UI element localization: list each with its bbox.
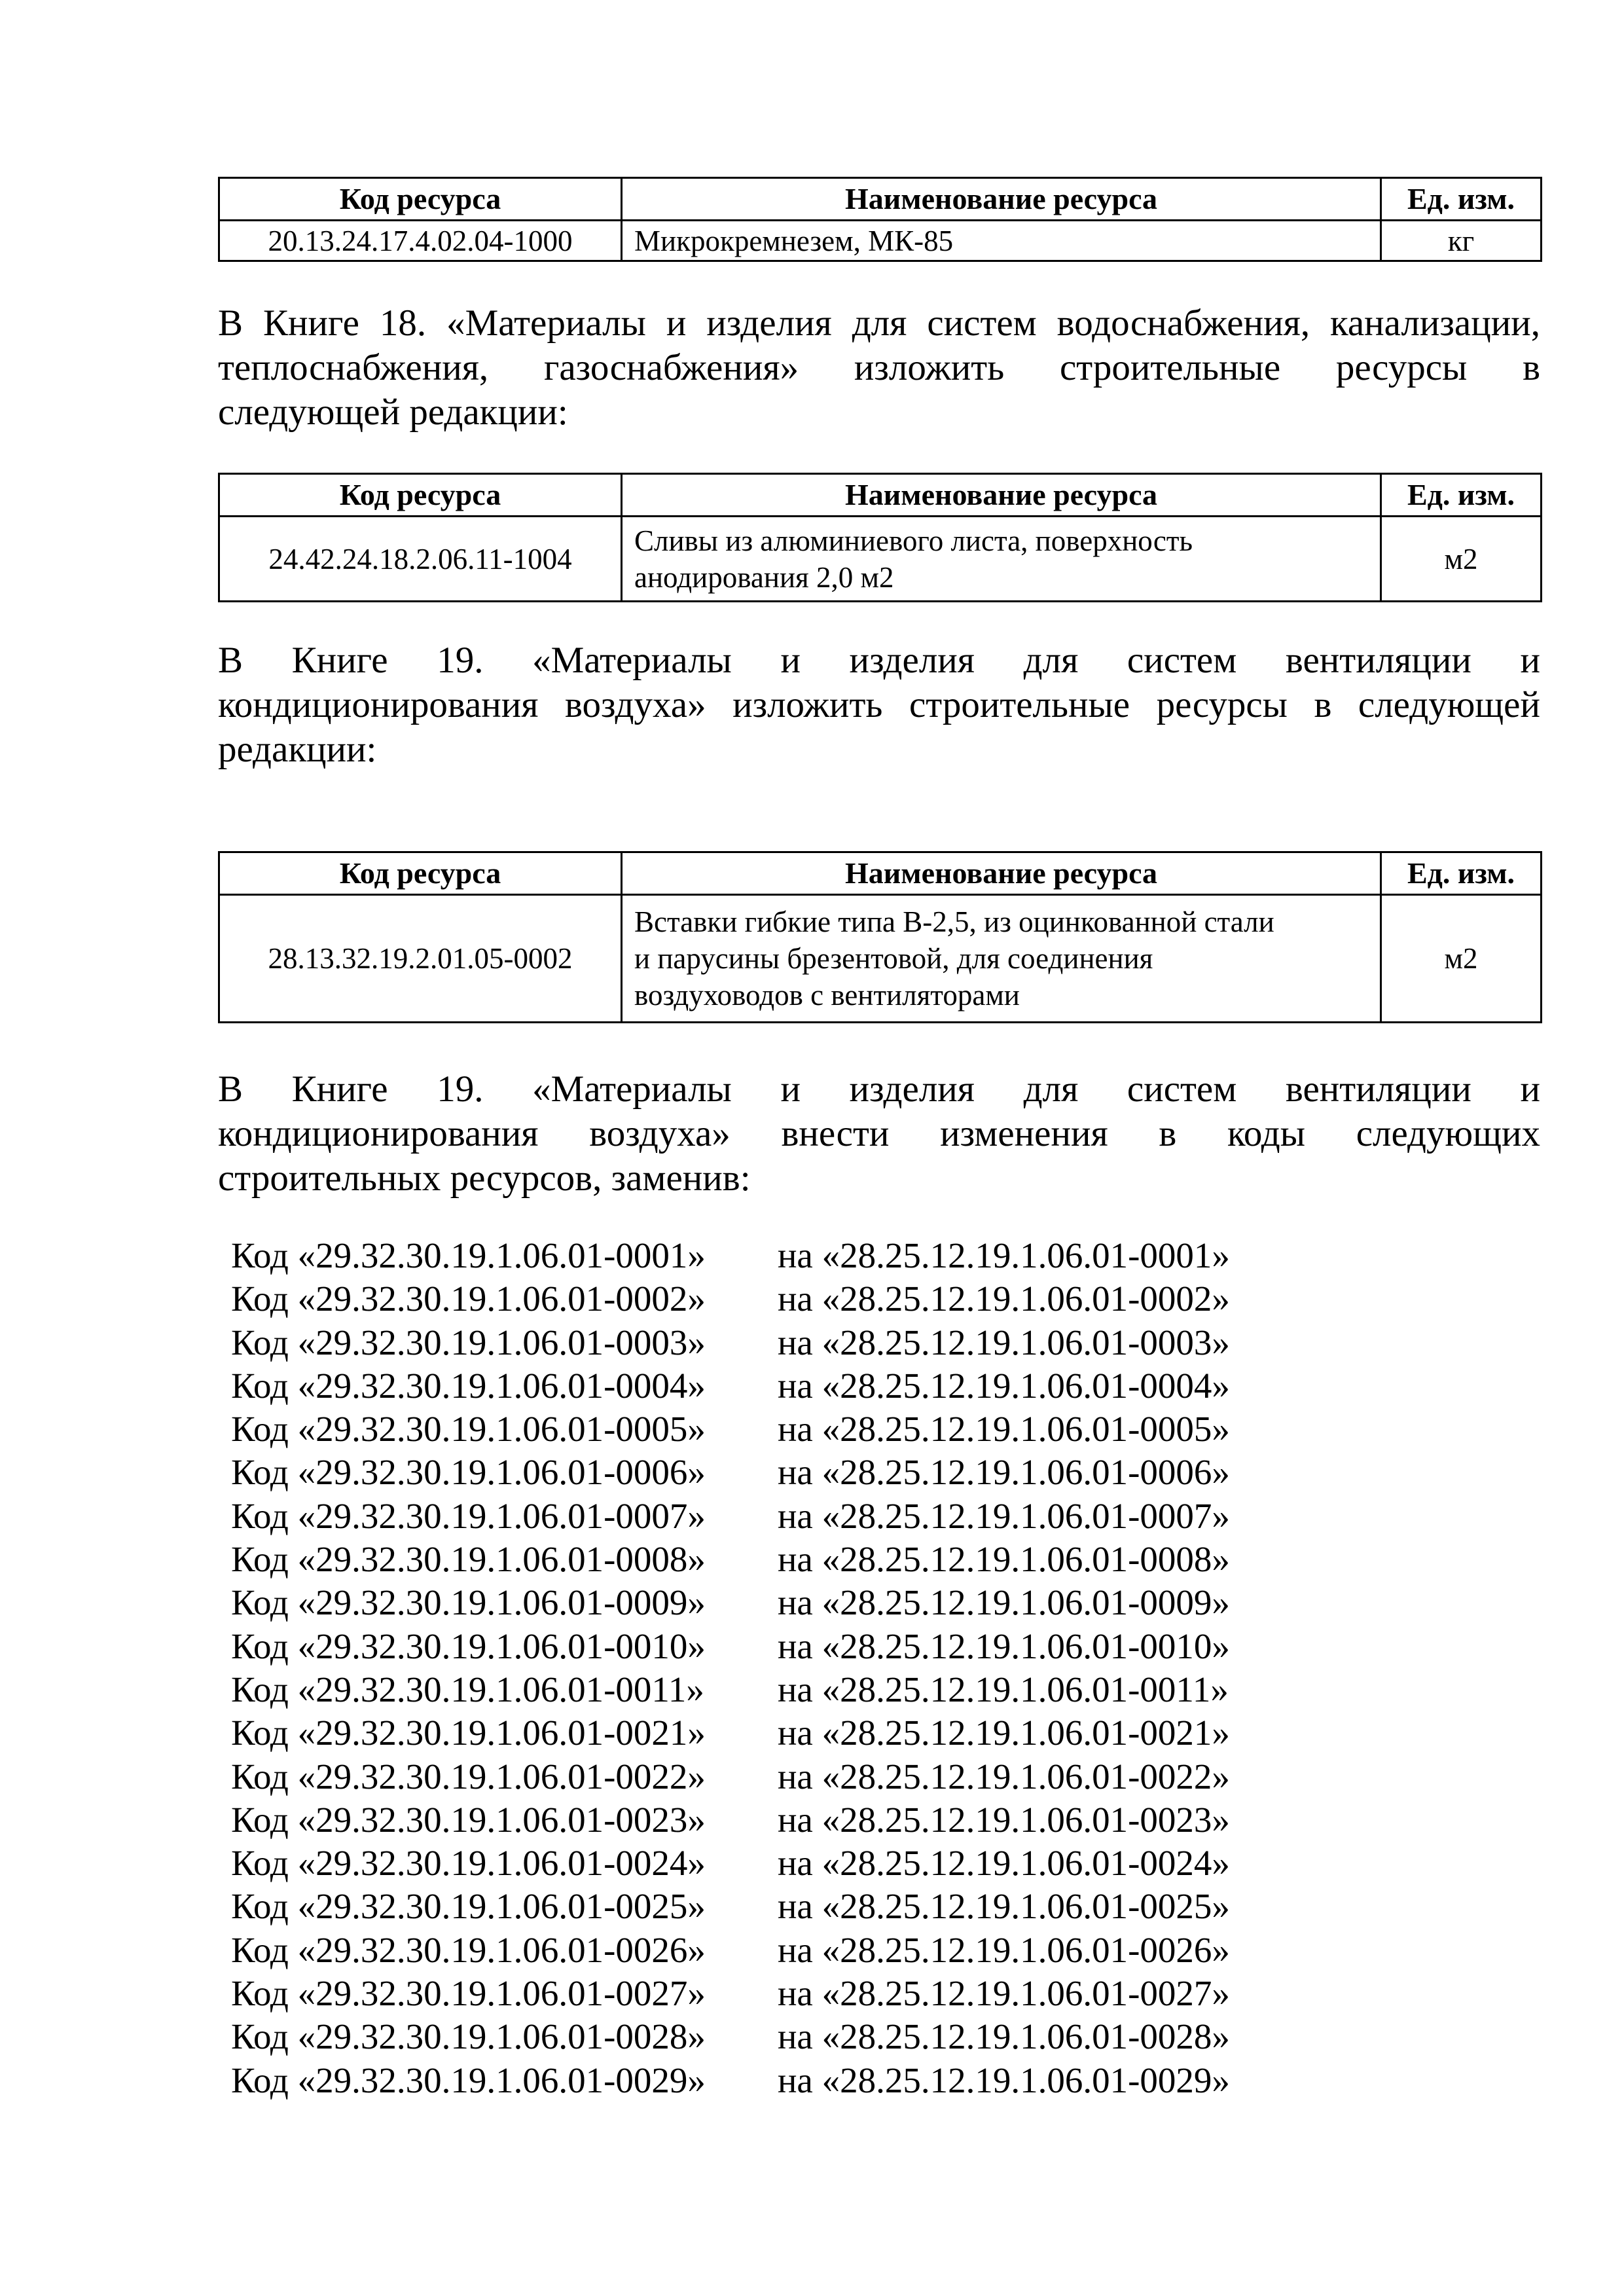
paragraph-book-19-codes (218, 1067, 1540, 1201)
old-code: Код «29.32.30.19.1.06.01-0024» (231, 1843, 706, 1884)
resource-table-2 (218, 473, 1542, 602)
old-code: Код «29.32.30.19.1.06.01-0027» (231, 1973, 706, 2014)
list-item (231, 1364, 1230, 1408)
old-code: Код «29.32.30.19.1.06.01-0026» (231, 1929, 706, 1970)
resource-name (622, 895, 1381, 1023)
new-code: на «28.25.12.19.1.06.01-0027» (778, 1973, 1230, 2014)
old-code: Код «29.32.30.19.1.06.01-0010» (231, 1626, 706, 1666)
paragraph-line: строительных ресурсов, заменив: (218, 1157, 751, 1199)
old-code: Код «29.32.30.19.1.06.01-0009» (231, 1582, 706, 1623)
list-item (231, 1798, 1230, 1842)
new-code: на «28.25.12.19.1.06.01-0029» (778, 2060, 1230, 2100)
old-code: Код «29.32.30.19.1.06.01-0028» (231, 2016, 706, 2057)
old-code: Код «29.32.30.19.1.06.01-0008» (231, 1539, 706, 1580)
header-code: Код ресурса (219, 474, 622, 517)
list-item (231, 1711, 1230, 1755)
header-unit: Ед. изм. (1381, 852, 1542, 895)
new-code: на «28.25.12.19.1.06.01-0023» (778, 1799, 1230, 1840)
new-code: на «28.25.12.19.1.06.01-0004» (778, 1365, 1230, 1406)
paragraph-line: редакции: (218, 729, 377, 770)
list-item (231, 1321, 1230, 1364)
table-header-row (219, 852, 1542, 895)
table-header-row (219, 178, 1542, 221)
resource-name-line: анодирования 2,0 м2 (634, 560, 894, 594)
paragraph-line: В Книге 19. «Материалы и изделия для систем вентиляции и (218, 640, 1540, 681)
list-item (231, 1277, 1230, 1321)
old-code: Код «29.32.30.19.1.06.01-0002» (231, 1279, 706, 1319)
paragraph-line: следующей редакции: (218, 392, 568, 433)
new-code: на «28.25.12.19.1.06.01-0025» (778, 1886, 1230, 1927)
resource-code: 28.13.32.19.2.01.05-0002 (219, 895, 622, 1023)
old-code: Код «29.32.30.19.1.06.01-0006» (231, 1452, 706, 1493)
resource-name: Микрокремнезем, МК-85 (622, 221, 1381, 261)
old-code: Код «29.32.30.19.1.06.01-0011» (231, 1669, 704, 1709)
list-item (231, 1495, 1230, 1538)
new-code: на «28.25.12.19.1.06.01-0021» (778, 1713, 1230, 1753)
resource-name-line: и парусины брезентовой, для соединения (634, 942, 1153, 975)
list-item (231, 1625, 1230, 1668)
table-header-row (219, 474, 1542, 517)
code-change-list (231, 1234, 1230, 2102)
old-code: Код «29.32.30.19.1.06.01-0022» (231, 1756, 706, 1796)
old-code: Код «29.32.30.19.1.06.01-0029» (231, 2060, 706, 2100)
list-item (231, 1581, 1230, 1624)
paragraph-line: кондиционирования воздуха» изложить строительные ресурсы в следующей (218, 684, 1540, 725)
new-code: на «28.25.12.19.1.06.01-0007» (778, 1495, 1230, 1536)
list-item (231, 2059, 1230, 2102)
resource-unit: м2 (1381, 517, 1542, 602)
list-item (231, 1755, 1230, 1798)
old-code: Код «29.32.30.19.1.06.01-0025» (231, 1886, 706, 1927)
table-row (219, 517, 1542, 602)
list-item (231, 1929, 1230, 1972)
list-item (231, 1234, 1230, 1277)
list-item (231, 1538, 1230, 1581)
paragraph-book-18 (218, 301, 1540, 435)
list-item (231, 1885, 1230, 1928)
new-code: на «28.25.12.19.1.06.01-0008» (778, 1539, 1230, 1580)
new-code: на «28.25.12.19.1.06.01-0011» (778, 1669, 1229, 1709)
resource-name-line: Вставки гибкие типа В-2,5, из оцинкованной стали (634, 905, 1274, 938)
resource-name-line: воздуховодов с вентиляторами (634, 979, 1020, 1011)
paragraph-line: кондиционирования воздуха» внести изменения в коды следующих (218, 1113, 1540, 1154)
old-code: Код «29.32.30.19.1.06.01-0001» (231, 1235, 706, 1275)
old-code: Код «29.32.30.19.1.06.01-0021» (231, 1713, 706, 1753)
list-item (231, 1842, 1230, 1885)
new-code: на «28.25.12.19.1.06.01-0010» (778, 1626, 1230, 1666)
new-code: на «28.25.12.19.1.06.01-0001» (778, 1235, 1230, 1275)
new-code: на «28.25.12.19.1.06.01-0026» (778, 1929, 1230, 1970)
old-code: Код «29.32.30.19.1.06.01-0023» (231, 1799, 706, 1840)
table-row (219, 221, 1542, 261)
header-unit: Ед. изм. (1381, 178, 1542, 221)
list-item (231, 1451, 1230, 1494)
list-item (231, 1668, 1230, 1711)
header-code: Код ресурса (219, 178, 622, 221)
new-code: на «28.25.12.19.1.06.01-0006» (778, 1452, 1230, 1493)
new-code: на «28.25.12.19.1.06.01-0002» (778, 1279, 1230, 1319)
new-code: на «28.25.12.19.1.06.01-0009» (778, 1582, 1230, 1623)
new-code: на «28.25.12.19.1.06.01-0024» (778, 1843, 1230, 1884)
paragraph-line: В Книге 19. «Материалы и изделия для систем вентиляции и (218, 1068, 1540, 1110)
header-name: Наименование ресурса (622, 178, 1381, 221)
old-code: Код «29.32.30.19.1.06.01-0007» (231, 1495, 706, 1536)
resource-code: 24.42.24.18.2.06.11-1004 (219, 517, 622, 602)
paragraph-book-19-edit (218, 638, 1540, 772)
list-item (231, 1972, 1230, 2015)
new-code: на «28.25.12.19.1.06.01-0028» (778, 2016, 1230, 2057)
resource-name-line: Сливы из алюминиевого листа, поверхность (634, 524, 1193, 557)
new-code: на «28.25.12.19.1.06.01-0003» (778, 1322, 1230, 1362)
resource-table-3 (218, 851, 1542, 1023)
resource-code: 20.13.24.17.4.02.04-1000 (219, 221, 622, 261)
new-code: на «28.25.12.19.1.06.01-0022» (778, 1756, 1230, 1796)
resource-table-1 (218, 177, 1542, 262)
header-code: Код ресурса (219, 852, 622, 895)
old-code: Код «29.32.30.19.1.06.01-0004» (231, 1365, 706, 1406)
resource-unit: м2 (1381, 895, 1542, 1023)
old-code: Код «29.32.30.19.1.06.01-0005» (231, 1409, 706, 1449)
header-name: Наименование ресурса (622, 474, 1381, 517)
new-code: на «28.25.12.19.1.06.01-0005» (778, 1409, 1230, 1449)
list-item (231, 2015, 1230, 2058)
paragraph-line: В Книге 18. «Материалы и изделия для систем водоснабжения, канализации, (218, 302, 1540, 344)
header-unit: Ед. изм. (1381, 474, 1542, 517)
list-item (231, 1408, 1230, 1451)
paragraph-line: теплоснабжения, газоснабжения» изложить строительные ресурсы в (218, 347, 1540, 388)
resource-name (622, 517, 1381, 602)
header-name: Наименование ресурса (622, 852, 1381, 895)
old-code: Код «29.32.30.19.1.06.01-0003» (231, 1322, 706, 1362)
resource-unit: кг (1381, 221, 1542, 261)
table-row (219, 895, 1542, 1023)
